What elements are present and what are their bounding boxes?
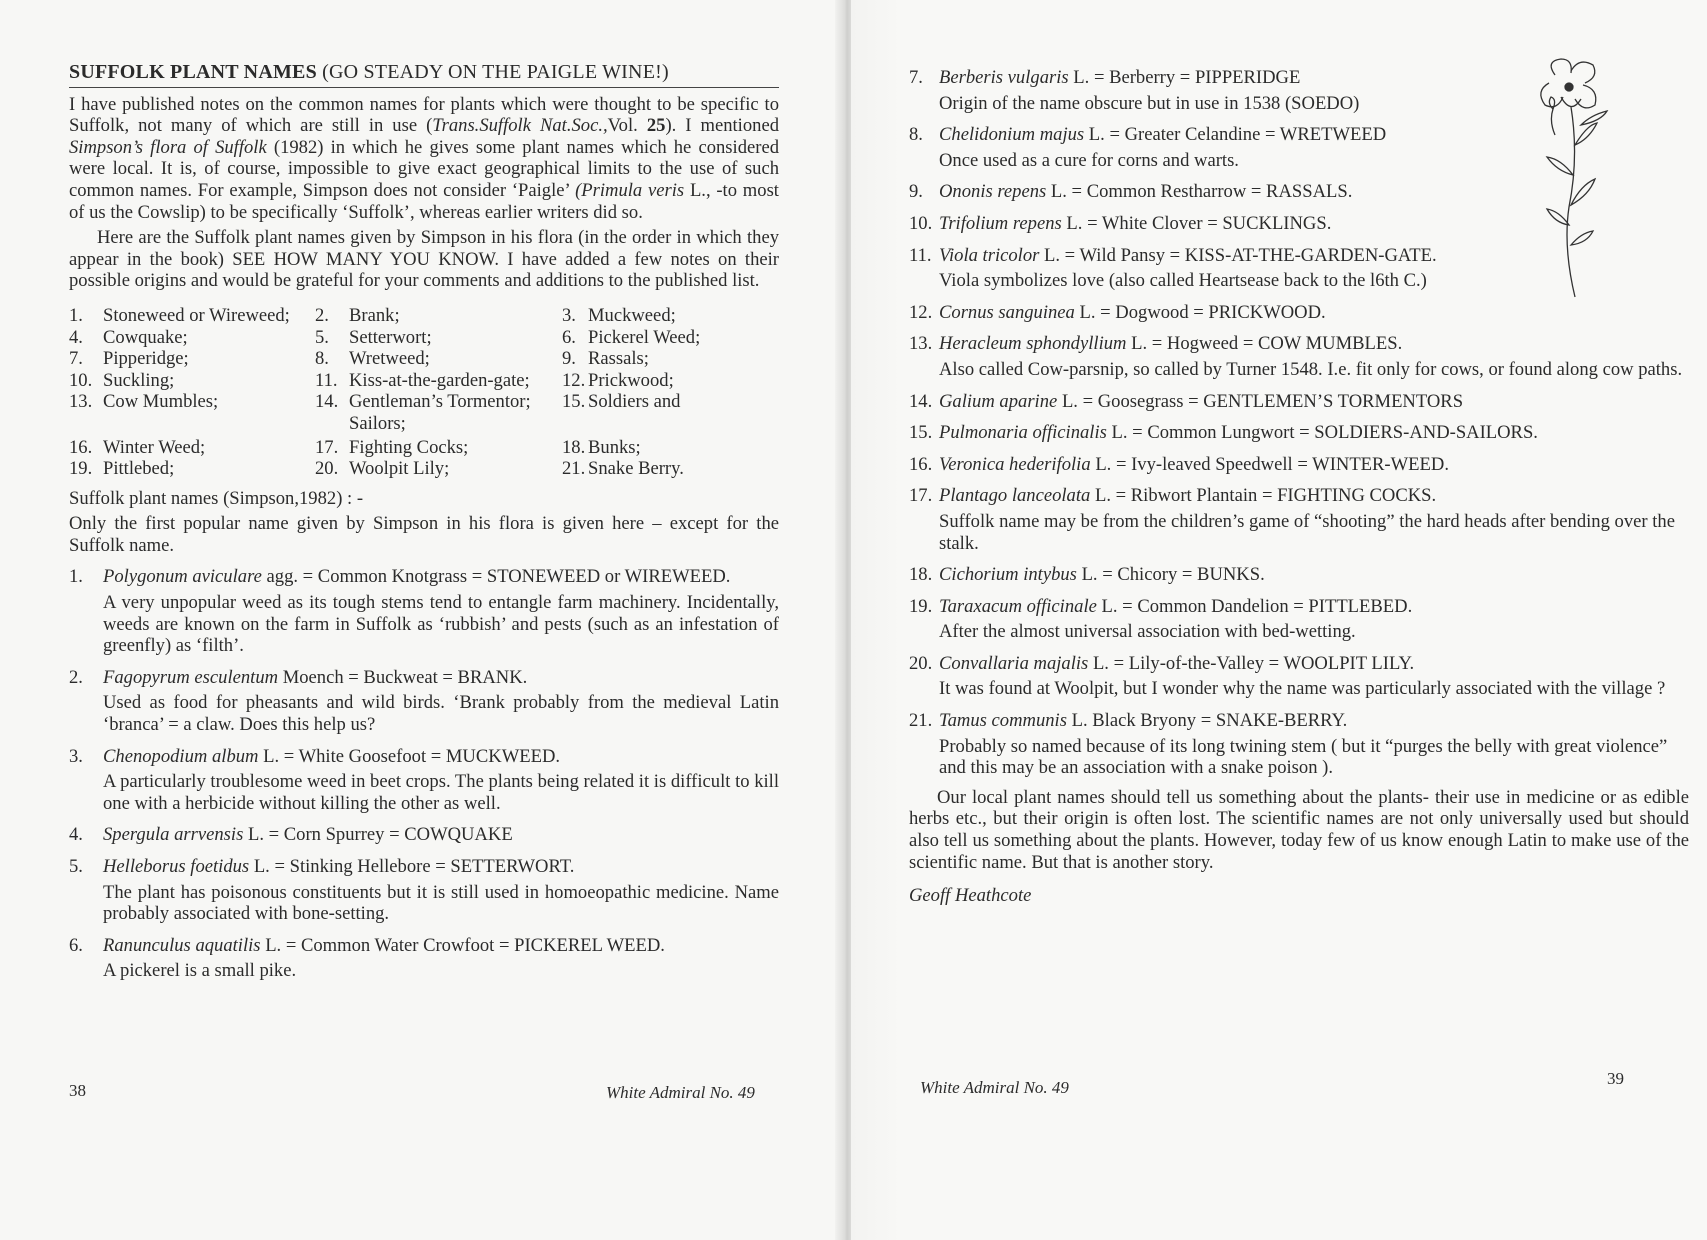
entry-number: 18.	[909, 564, 933, 586]
name-text: Rassals;	[588, 348, 649, 370]
name-text: Kiss-at-the-garden-gate;	[349, 369, 530, 391]
plant-entry	[909, 454, 1689, 476]
latin-name: Pulmonaria officinalis	[939, 422, 1107, 444]
common-name: L. = Common Dandelion = PITTLEBED.	[1101, 595, 1413, 617]
leaf	[1571, 179, 1595, 205]
name-text: Pipperidge;	[103, 348, 189, 370]
name-number: 13.	[69, 391, 93, 413]
common-name: L. = Corn Spurrey = COWQUAKE	[247, 824, 513, 846]
name-text: Fighting Cocks;	[349, 436, 469, 458]
common-name: L. = White Clover = SUCKLINGS.	[1066, 212, 1332, 234]
entry-number: 11.	[909, 244, 932, 266]
plant-entry	[909, 596, 1689, 643]
latin-name: Ononis repens	[939, 181, 1047, 203]
entry-number: 6.	[69, 934, 83, 956]
common-name: L. = Chicory = BUNKS.	[1081, 564, 1265, 586]
leaf	[1571, 231, 1593, 245]
name-number: 6.	[562, 326, 576, 348]
name-number: 1.	[69, 304, 83, 326]
name-number: 5.	[315, 326, 329, 348]
latin-name: Tamus communis	[939, 710, 1067, 732]
name-number: 16.	[69, 436, 93, 458]
common-name: L. = Wild Pansy = KISS-AT-THE-GARDEN-GATE.	[1044, 244, 1437, 266]
name-number: 9.	[562, 348, 576, 370]
latin-name: Helleborus foetidus	[103, 856, 250, 877]
common-name: L. = Stinking Hellebore = SETTERWORT.	[253, 856, 575, 877]
plant-entry	[909, 710, 1689, 779]
entry-number: 14.	[909, 390, 933, 412]
name-number: 14.	[315, 391, 339, 413]
entry-number: 17.	[909, 485, 933, 507]
names-row	[69, 327, 794, 349]
latin-name: Spergula arrvensis	[103, 824, 244, 846]
names-row	[69, 305, 794, 327]
plant-entry	[69, 566, 779, 656]
common-name: L. = Greater Celandine = WRETWEED	[1088, 124, 1387, 146]
name-number: 8.	[315, 348, 329, 370]
plant-names-list	[69, 305, 794, 480]
name-text: Bunks;	[588, 436, 641, 458]
name-number: 3.	[562, 304, 576, 326]
common-name: L. = Dogwood = PRICKWOOD.	[1079, 301, 1326, 323]
names-row	[69, 435, 794, 459]
latin-name: Convallaria majalis	[939, 652, 1089, 674]
plant-entry	[909, 485, 1689, 554]
entry-number: 12.	[909, 301, 933, 323]
name-text: Setterwort;	[349, 326, 432, 348]
entry-note: A particularly troublesome weed in beet crops. The plants being related it is difficult to kill one with a herbicide without killing the other as well.	[103, 771, 779, 814]
entry-note: After the almost universal association with bed-wetting.	[939, 621, 1356, 643]
plant-entry	[69, 856, 779, 925]
name-number: 11.	[315, 369, 338, 391]
common-name: L. = Ivy-leaved Speedwell = WINTER-WEED.	[1095, 453, 1449, 475]
plant-entry	[909, 333, 1689, 380]
plant-entry	[69, 746, 779, 815]
entry-number: 21.	[909, 710, 933, 732]
page-number: 38	[69, 1081, 86, 1100]
magazine-footer: White Admiral No. 49	[920, 1078, 1069, 1097]
name-text: Stoneweed or Wireweed;	[103, 304, 290, 326]
plant-entry	[69, 935, 779, 982]
left-column	[69, 62, 779, 982]
title-bold: SUFFOLK PLANT NAMES	[69, 61, 317, 83]
names-row	[69, 370, 794, 392]
common-name: L. = Common Restharrow = RASSALS.	[1050, 181, 1353, 203]
name-text: Prickwood;	[588, 369, 674, 391]
name-text: Cow Mumbles;	[103, 391, 219, 413]
name-number: 12.	[562, 369, 586, 391]
petal-shape	[1561, 97, 1581, 107]
latin-name: Trifolium repens	[939, 212, 1062, 234]
name-number: 10.	[69, 369, 93, 391]
common-name: L. = Ribwort Plantain = FIGHTING COCKS.	[1094, 485, 1437, 507]
intro-text: ). I mentioned	[665, 115, 779, 137]
latin-name: Chelidonium majus	[939, 124, 1085, 146]
left-page	[0, 0, 845, 1240]
common-name: L. = Common Lungwort = SOLDIERS-AND-SAILORS.	[1111, 422, 1538, 444]
entry-number: 13.	[909, 333, 933, 355]
entry-number: 16.	[909, 453, 933, 475]
leaf	[1547, 157, 1573, 175]
article-title	[69, 62, 779, 88]
name-text: Woolpit Lily;	[349, 458, 450, 480]
entry-note: Once used as a cure for corns and warts.	[939, 149, 1239, 171]
entry-note: The plant has poisonous constituents but it is still used in homoeopathic medicine. Name probably associated with bone-setting.	[103, 881, 779, 925]
book-title: Simpson’s flora of Suffolk	[69, 136, 267, 158]
intro-text: I have published notes on the common names for plants which were thought to be specific to Suffolk, not many of which are still in use (	[69, 93, 779, 137]
wild-pansy-illustration	[1525, 55, 1625, 305]
plant-entry	[69, 824, 779, 846]
entry-number: 8.	[909, 124, 923, 146]
intro-text: L., -to most of us the Cowslip) to be specifically ‘Suffolk’, whereas earlier writers did so.	[69, 179, 779, 223]
entry-note: A pickerel is a small pike.	[103, 960, 297, 982]
common-name: L. = Hogweed = COW MUMBLES.	[1131, 333, 1403, 355]
latin-name: Viola tricolor	[939, 244, 1040, 266]
name-text: Wretweed;	[349, 348, 430, 370]
latin-name: Plantago lanceolata	[939, 485, 1091, 507]
author-signature: Geoff Heathcote	[909, 885, 1032, 907]
latin-name: Chenopodium album	[103, 745, 259, 767]
volume-number: 25	[646, 115, 666, 137]
names-row	[69, 458, 794, 480]
name-text: Suckling;	[103, 369, 175, 391]
latin-name: (Primula veris	[575, 179, 685, 201]
bud-stem	[1551, 109, 1555, 135]
petal-shape	[1571, 62, 1595, 83]
entry-note: A very unpopular weed as its tough stems tend to entangle farm machinery. Incidentally, weeds are known on the farm in Suffolk as ‘rubbish’ and pests (such as an infestation of greenfly) as ‘filth’.	[103, 592, 779, 657]
common-name: L. = Lily-of-the-Valley = WOOLPIT LILY.	[1092, 652, 1415, 674]
name-number: 19.	[69, 458, 93, 480]
common-name: L. = Goosegrass = GENTLEMEN’S TORMENTORS	[1061, 390, 1464, 412]
leaf	[1547, 209, 1569, 225]
magazine-footer: White Admiral No. 49	[606, 1083, 755, 1102]
leaf	[1581, 111, 1607, 125]
plant-entry	[909, 422, 1689, 444]
entry-number: 4.	[69, 824, 83, 846]
entry-number: 7.	[909, 67, 923, 88]
entry-number: 3.	[69, 745, 83, 767]
entry-note: Suffolk name may be from the children’s game of “shooting” the hard heads after bending over the stalk.	[939, 510, 1675, 554]
name-text: Cowquake;	[103, 326, 188, 348]
names-row	[69, 391, 794, 434]
page-number: 39	[1607, 1069, 1624, 1088]
intro-text: Vol.	[607, 115, 638, 137]
entry-note: Origin of the name obscure but in use in 1538 (SOEDO)	[939, 92, 1360, 114]
entry-number: 10.	[909, 212, 933, 234]
name-text: Gentleman’s Tormentor; Sailors;	[349, 391, 531, 434]
name-text: Snake Berry.	[588, 458, 684, 480]
entry-note: It was found at Woolpit, but I wonder why the name was particularly associated with the village ?	[939, 678, 1666, 700]
petal-shape	[1575, 85, 1596, 108]
entry-number: 1.	[69, 566, 83, 588]
leaf	[1575, 123, 1597, 145]
name-number: 7.	[69, 348, 83, 370]
name-number: 18.	[562, 436, 586, 458]
common-name: agg. = Common Knotgrass = STONEWEED or WIREWEED.	[266, 566, 731, 588]
petal-shape	[1541, 83, 1563, 107]
plant-entry	[69, 667, 779, 736]
journal-name: Trans.Suffolk Nat.Soc.,	[432, 115, 608, 137]
simpson-note: Only the first popular name given by Simpson in his flora is given here – except for the Suffolk name.	[69, 513, 779, 556]
latin-name: Taraxacum officinale	[939, 595, 1097, 617]
plant-entry	[909, 653, 1689, 700]
simpson-heading: Suffolk plant names (Simpson,1982) : -	[69, 487, 364, 509]
entry-number: 15.	[909, 422, 933, 444]
name-text: Soldiers and	[588, 391, 681, 413]
entry-note: Viola symbolizes love (also called Heartsease back to the l6th C.)	[939, 270, 1427, 292]
common-name: L. = White Goosefoot = MUCKWEED.	[263, 745, 561, 767]
latin-name: Galium aparine	[939, 390, 1058, 412]
name-text: Brank;	[349, 304, 400, 326]
common-name: L. Black Bryony = SNAKE-BERRY.	[1071, 710, 1348, 732]
flower-center	[1565, 83, 1573, 91]
intro-paragraph-1	[69, 94, 779, 224]
entry-number: 9.	[909, 181, 923, 203]
intro-paragraph-2: Here are the Suffolk plant names given by Simpson in his flora (in the order in which they appear in the book) SEE HOW MANY YOU KNOW. I have added a few notes on their possible origins and would be grateful for your comments and additions to the published list.	[69, 227, 779, 292]
name-number: 2.	[315, 304, 329, 326]
plant-entry	[909, 564, 1689, 586]
latin-name: Polygonum aviculare	[103, 566, 262, 588]
latin-name: Ranunculus aquatilis	[103, 934, 261, 956]
title-subtitle: (GO STEADY ON THE PAIGLE WINE!)	[322, 61, 669, 83]
name-text: Pittlebed;	[103, 458, 175, 480]
common-name: L. = Common Water Crowfoot = PICKEREL WEED.	[265, 934, 665, 956]
stem	[1567, 107, 1575, 297]
name-text: Pickerel Weed;	[588, 326, 701, 348]
latin-name: Cichorium intybus	[939, 564, 1077, 586]
entry-number: 19.	[909, 595, 933, 617]
name-number: 4.	[69, 326, 83, 348]
name-number: 21.	[562, 458, 586, 480]
entry-number: 20.	[909, 652, 933, 674]
name-number: 17.	[315, 436, 339, 458]
left-entries	[69, 566, 779, 982]
entry-note: Probably so named because of its long twining stem ( but it “purges the belly with great violence” and this may be an association with a snake poison ).	[939, 735, 1668, 779]
plant-entry	[909, 391, 1689, 413]
entry-number: 5.	[69, 856, 83, 877]
petal-shape	[1551, 59, 1571, 75]
name-text: Winter Weed;	[103, 436, 206, 458]
latin-name: Veronica hederifolia	[939, 453, 1091, 475]
name-number: 15.	[562, 391, 586, 413]
names-row	[69, 348, 794, 370]
latin-name: Fagopyrum esculentum	[103, 666, 279, 688]
entry-note: Also called Cow-parsnip, so called by Turner 1548. I.e. fit only for cows, or found along cow paths.	[939, 358, 1683, 380]
common-name: Moench = Buckweat = BRANK.	[282, 666, 528, 688]
latin-name: Heracleum sphondyllium	[939, 333, 1127, 355]
name-number: 20.	[315, 458, 339, 480]
intro-text: (1982) in which he gives some plant names which he considered were local. It is, of course, impossible to give exact geographical limits to the use of such common names. For example, Simpson does not consider ‘Paigle’	[69, 136, 779, 201]
entry-note: Used as food for pheasants and wild birds. ‘Brank probably from the medieval Latin ‘branca’ = a claw. Does this help us?	[103, 692, 779, 736]
closing-paragraph: Our local plant names should tell us something about the plants- their use in medicine or as edible herbs etc., but their origin is often lost. The scientific names are not only universally used but should also tell us something about the plants. However, today few of us know enough Latin to make use of the scientific name. But that is another story.	[909, 786, 1689, 873]
name-text: Muckweed;	[588, 304, 676, 326]
entry-number: 2.	[69, 666, 83, 688]
common-name: L. = Berberry = PIPPERIDGE	[1073, 67, 1301, 88]
latin-name: Berberis vulgaris	[939, 67, 1069, 88]
latin-name: Cornus sanguinea	[939, 301, 1075, 323]
